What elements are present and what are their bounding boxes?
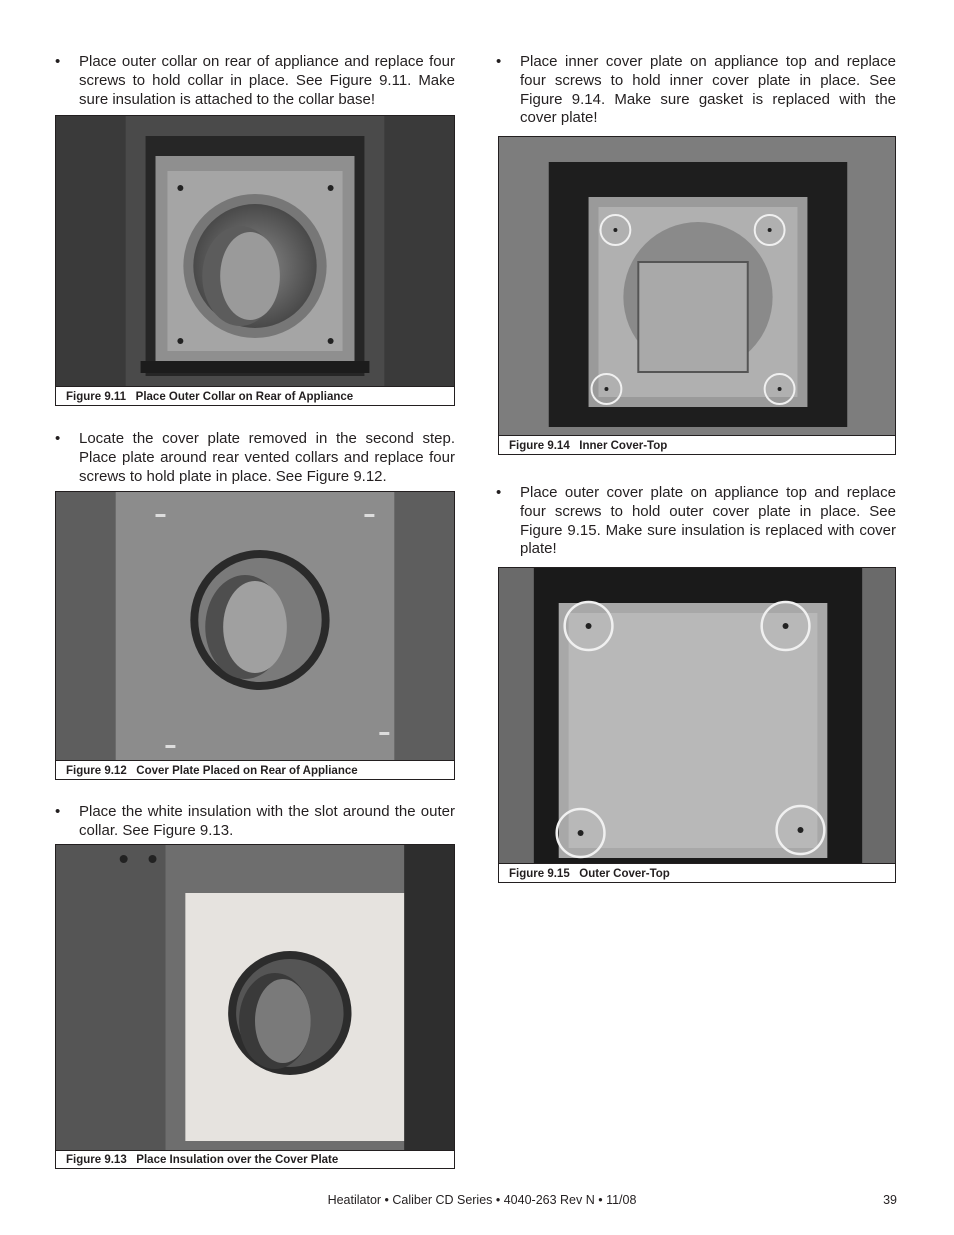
step-outer-collar bbox=[55, 53, 455, 109]
step-text: Place outer collar on rear of appliance and replace four screws to hold collar in place. See Figure 9.11. Make sure insulation is attached to the collar base! bbox=[79, 53, 455, 108]
step-text: Locate the cover plate removed in the second step. Place plate around rear vented collars and replace four screws to hold plate in place. See Figure 9.12. bbox=[79, 430, 455, 485]
step-insulation bbox=[55, 803, 455, 841]
step-text: Place inner cover plate on appliance top and replace four screws to hold inner cover plate in place. See Figure 9.14. Make sure gasket is replaced with the cover plate! bbox=[520, 53, 896, 127]
outer-cover-photo bbox=[499, 568, 895, 864]
bullet: • bbox=[55, 430, 61, 447]
bullet: • bbox=[496, 484, 502, 501]
bullet: • bbox=[55, 803, 61, 820]
figure-9-11 bbox=[55, 115, 455, 406]
step-inner-cover bbox=[496, 53, 896, 128]
step-text: Place the white insulation with the slot around the outer collar. See Figure 9.13. bbox=[79, 803, 455, 839]
figure-9-13 bbox=[55, 844, 455, 1169]
bullet: • bbox=[496, 53, 502, 70]
figure-caption: Figure 9.11 Place Outer Collar on Rear of Appliance bbox=[66, 391, 354, 403]
step-outer-cover bbox=[496, 484, 896, 559]
step-text: Place outer cover plate on appliance top and replace four screws to hold outer cover plate in place. See Figure 9.15. Make sure insulation is replaced with cover plate! bbox=[520, 484, 896, 558]
insulation-photo bbox=[56, 845, 454, 1151]
inner-cover-photo bbox=[499, 137, 895, 436]
step-cover-plate bbox=[55, 430, 455, 486]
figure-caption: Figure 9.13 Place Insulation over the Cover Plate bbox=[66, 1154, 339, 1166]
cover-plate-photo bbox=[56, 492, 454, 761]
figure-caption: Figure 9.15 Outer Cover-Top bbox=[509, 868, 670, 880]
figure-caption: Figure 9.14 Inner Cover-Top bbox=[509, 440, 668, 452]
figure-9-12 bbox=[55, 491, 455, 780]
outer-collar-photo bbox=[56, 116, 454, 387]
page-number: 39 bbox=[883, 1193, 897, 1207]
figure-9-14 bbox=[498, 136, 896, 455]
bullet: • bbox=[55, 53, 61, 70]
footer-text: Heatilator • Caliber CD Series • 4040-263 Rev N • 11/08 bbox=[327, 1193, 637, 1207]
figure-caption: Figure 9.12 Cover Plate Placed on Rear of Appliance bbox=[66, 765, 358, 777]
figure-9-15 bbox=[498, 567, 896, 883]
